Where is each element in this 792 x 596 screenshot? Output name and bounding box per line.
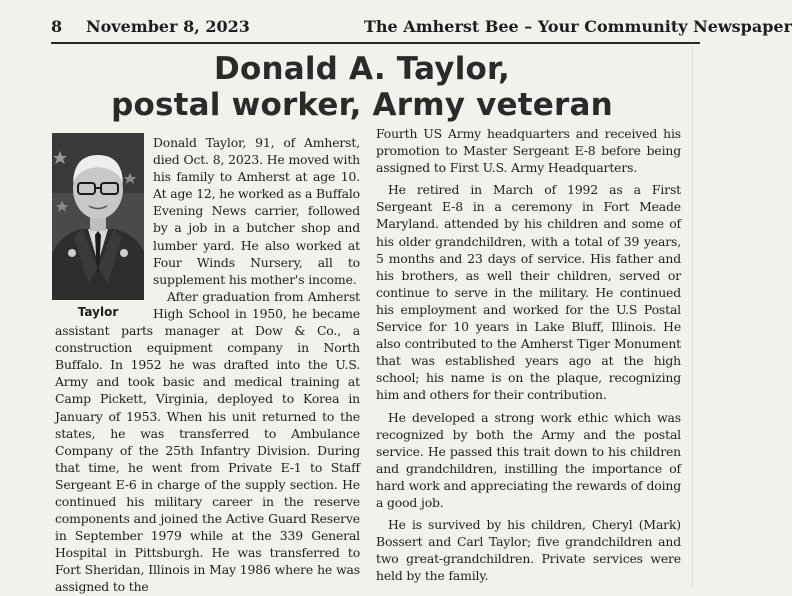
photo-caption: Taylor <box>77 305 119 319</box>
article-paragraph: Donald Taylor, 91, of Amherst, died Oct. 8, 2023. He moved with his family to Amherst at age 10. At age 12, he worked as a Buffalo Evening News carrier, followed by a job in a butcher shop and lumber yard. He also worked at Four Winds Nursery, all to supplement his mother's income. <box>153 135 360 287</box>
issue-date: November 8, 2023 <box>86 17 250 36</box>
page-header <box>0 0 792 46</box>
photo-wrap-spacer <box>55 134 153 320</box>
headline-line-1: Donald A. Taylor, <box>214 51 510 87</box>
page-fold-shadow <box>692 46 693 588</box>
page-number: 8 <box>51 17 63 36</box>
header-rule <box>51 42 700 44</box>
article-paragraph: He is survived by his children, Cheryl (Mark) Bossert and Carl Taylor; five grandchildren and two great-grandchildren. Private services were held by the family. <box>376 517 681 584</box>
masthead: The Amherst Bee – Your Community Newspaper <box>364 17 792 36</box>
article-column-2 <box>376 125 681 589</box>
article-paragraph: After graduation from Amherst High School in 1950, he became assistant parts manager at Dow & Co., a construction equipment company in North Buffalo. In 1952 he was drafted into the U.S. Army and took basic and medical training at Camp Pickett, Virginia, deployed to Korea in January of 1953. When his unit returned to the states, he was transferred to Ambulance Company of the 25th Infantry Division. During that time, he went from Private E-1 to Staff Sergeant E-6 in charge of the supply section. He continued his military career in the reserve components and joined the Active Guard Reserve in September 1979 while at the 339 General Hospital in Pittsburgh. He was transferred to Fort Sheridan, Illinois in May 1986 where he was assigned to the <box>55 288 360 595</box>
article-paragraph: He developed a strong work ethic which was recognized by both the Army and the postal service. He passed this trait down to his children and grandchildren, instilling the importance of hard work and appreciating the rewards of doing a good job. <box>376 409 681 510</box>
article-paragraph: Fourth US Army headquarters and received his promotion to Master Sergeant E-8 before being assigned to First U.S. Army Headquarters. <box>376 126 681 176</box>
headline-line-2: postal worker, Army veteran <box>111 87 613 123</box>
article-paragraph: He retired in March of 1992 as a First Sergeant E-8 in a ceremony in Fort Meade Maryland. attended by his children and some of his older grandchildren, with a total of 39 years, 5 months and 23 days of service. His father and his brothers, as well their children, served or continue to serve in the military. He continued his employment and worked for the U.S Postal Service for 10 years in Lake Bluff, Illinois. He also contributed to the Amherst Tiger Monument that was established years ago at the high school; his name is on the plaque, recognizing him and others for their contribution. <box>376 182 681 403</box>
article-column-1 <box>55 134 360 596</box>
